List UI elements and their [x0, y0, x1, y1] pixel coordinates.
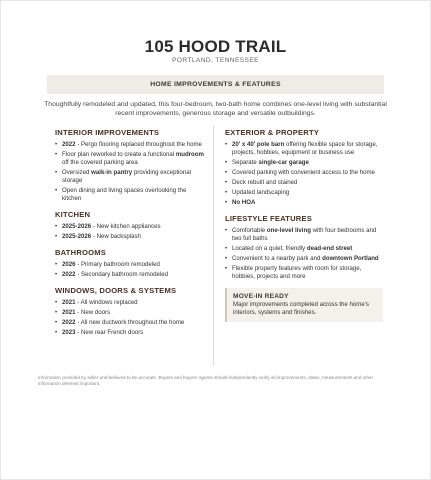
list-item: • Convenient to a nearby park and downtown Portland: [225, 255, 383, 263]
list-item: • 2025-2026 - New backsplash: [55, 233, 205, 241]
list-item: • Open dining and living spaces overlooking the kitchen: [55, 187, 205, 203]
section-title-lifestyle: LIFESTYLE FEATURES: [225, 214, 312, 224]
bathrooms-section: [55, 248, 205, 279]
list-item: • Deck rebuilt and stained: [225, 179, 383, 187]
disclaimer-text: Information provided by seller and believed to be accurate. Buyers and buyers' agents should independently verify all improvements, dates, measurements and other information deemed important.: [38, 375, 374, 386]
banner-label: HOME IMPROVEMENTS & FEATURES: [150, 81, 281, 88]
section-title-exterior: EXTERIOR & PROPERTY: [225, 128, 320, 137]
kitchen-list: [55, 223, 205, 241]
interior-section: [55, 128, 205, 203]
list-item: • 2022 - All new ductwork throughout the home: [55, 319, 205, 327]
exterior-section: [225, 128, 383, 207]
callout-text: Major improvements completed across the home's interiors, systems and finishes.: [233, 301, 369, 317]
windows-list: [55, 299, 205, 337]
left-column: [55, 128, 205, 344]
lifestyle-list: [225, 227, 383, 281]
interior-list: [55, 141, 205, 203]
intro-paragraph: Thoughtfully remodeled and updated, this four-bedroom, two-bath home combines one-level living with substantial recent improvements, generous storage and versatile outbuildings.: [44, 101, 387, 118]
callout-title: MOVE-IN READY: [233, 293, 289, 301]
list-item: • 2021 - All windows replaced: [55, 299, 205, 307]
list-item: • Oversized walk-in pantry providing exceptional storage: [55, 169, 205, 185]
list-item: • 2022 - Secondary bathroom remodeled: [55, 271, 205, 279]
list-item: • 2022 - Pergo flooring replaced throughout the home: [55, 141, 205, 149]
list-item: • 2026 - Primary bathroom remodeled: [55, 261, 205, 269]
section-title-interior: INTERIOR IMPROVEMENTS: [55, 128, 160, 137]
list-item: • 2025-2026 - New kitchen appliances: [55, 223, 205, 231]
list-item: • Flexible property features with room for storage, hobbies, projects and more: [225, 265, 383, 281]
list-item: • Covered parking with convenient access to the home: [225, 169, 383, 177]
property-location: PORTLAND, TENNESSEE: [172, 57, 259, 64]
exterior-list: [225, 141, 383, 207]
section-title-kitchen: KITCHEN: [55, 209, 91, 219]
windows-section: [55, 286, 205, 337]
list-item: • Updated landscaping: [225, 189, 383, 197]
section-title-windows: WINDOWS, DOORS & SYSTEMS: [55, 285, 177, 295]
move-in-ready-callout: [225, 288, 383, 322]
right-column: [225, 128, 383, 322]
kitchen-section: [55, 210, 205, 241]
section-banner: [47, 75, 384, 94]
list-item: • 20' x 40' pole barn offering flexible space for storage, projects, hobbies, equipment or business use: [225, 141, 383, 157]
list-item: • 2023 - New rear French doors: [55, 329, 205, 337]
list-item: • Separate single-car garage: [225, 159, 383, 167]
list-item: • Floor plan reworked to create a functional mudroom off the covered parking area: [55, 151, 205, 167]
section-title-bathrooms: BATHROOMS: [55, 247, 107, 257]
property-title: 105 HOOD TRAIL: [144, 37, 287, 56]
bathrooms-list: [55, 261, 205, 279]
list-item: • Comfortable one-level living with four bedrooms and two full baths: [225, 227, 383, 243]
lifestyle-section: [225, 214, 383, 281]
list-item: • No HOA: [225, 199, 383, 207]
column-divider: [213, 126, 214, 366]
list-item: • Located on a quiet, friendly dead-end street: [225, 245, 383, 253]
list-item: • 2021 - New doors: [55, 309, 205, 317]
